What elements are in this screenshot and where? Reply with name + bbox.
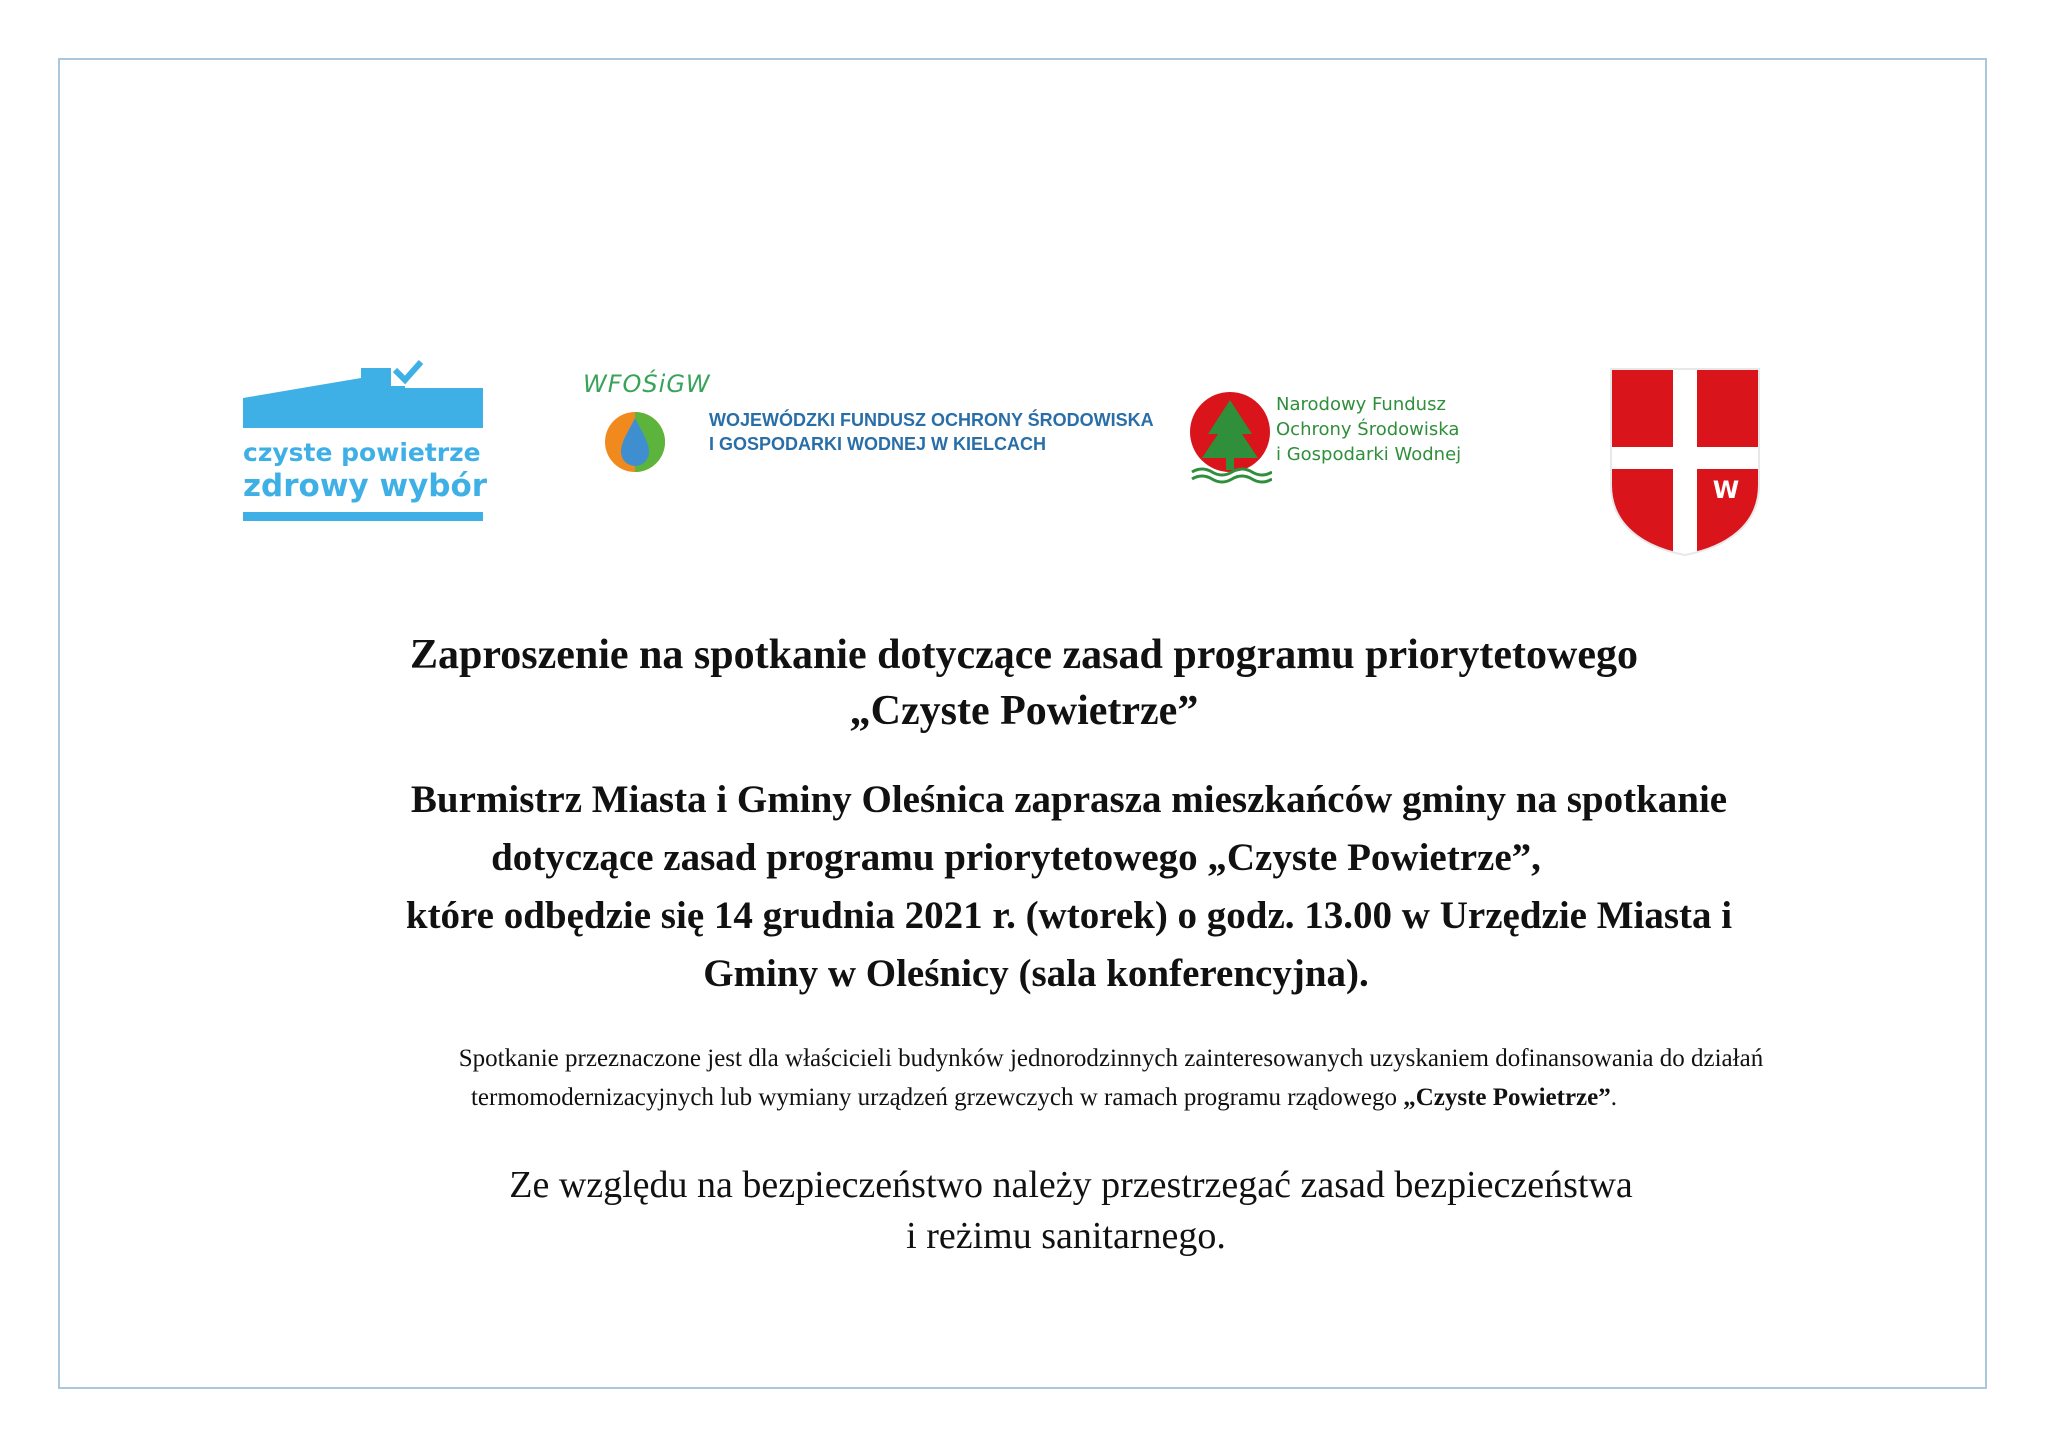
details-line2-end: . [1610, 1084, 1618, 1111]
invitation-text-line4: Gminy w Oleśnicy (sala konferencyjna). [703, 952, 1369, 995]
invitation-text-line2: dotyczące zasad programu priorytetowego „Czyste Powietrze”, [491, 836, 1541, 879]
details-program-name: „Czyste Powietrze” [1403, 1084, 1611, 1111]
shield-icon [1609, 367, 1761, 557]
olesnica-coat-of-arms [1609, 367, 1761, 557]
wfosigw-name-line1: WOJEWÓDZKI FUNDUSZ OCHRONY ŚRODOWISKA [709, 410, 1154, 430]
water-drop-icon [597, 408, 687, 478]
wfosigw-abbreviation: WFOŚiGW [583, 370, 711, 398]
nfosigw-name-line3: i Gospodarki Wodnej [1276, 444, 1462, 465]
nfosigw-name-line2: Ochrony Środowiska [1276, 419, 1460, 440]
nfosigw-logo [1188, 388, 1488, 488]
invitation-title-line1: Zaproszenie na spotkanie dotyczące zasad programu priorytetowego [409, 632, 1638, 678]
invitation-title-line2: „Czyste Powietrze” [849, 688, 1199, 734]
zdrowy-wybor-text: zdrowy wybór [243, 468, 488, 504]
invitation-text-line3: które odbędzie się 14 grudnia 2021 r. (wtorek) o godz. 13.00 w Urzędzie Miasta i [405, 894, 1733, 937]
wfosigw-logo [583, 370, 1154, 480]
details-line2-text: termomodernizacyjnych lub wymiany urządzeń grzewczych w ramach programu rządowego [470, 1084, 1404, 1111]
wfosigw-name-line2: I GOSPODARKI WODNEJ W KIELCACH [709, 434, 1047, 454]
sanitary-notice-line2: i reżimu sanitarnego. [906, 1215, 1226, 1257]
nfosigw-name-line1: Narodowy Fundusz [1276, 394, 1446, 415]
invitation-text-line1: Burmistrz Miasta i Gminy Oleśnica zaprasza mieszkańców gminy na spotkanie [410, 778, 1728, 821]
czyste-powietrze-logo [243, 360, 488, 530]
czyste-powietrze-text: czyste powietrze [243, 438, 481, 467]
sanitary-notice-line1: Ze względu na bezpieczeństwo należy przestrzegać zasad bezpieczeństwa [509, 1164, 1633, 1206]
details-line1: Spotkanie przeznaczone jest dla właścicieli budynków jednorodzinnych zainteresowanych uzyskaniem dofinansowania do działań [458, 1045, 1764, 1072]
wfosigw-name [709, 408, 1154, 456]
tree-emblem-icon [1188, 388, 1272, 484]
details-line2 [20, 1079, 2048, 1117]
nfosigw-name [1276, 392, 1461, 467]
coat-of-arms-letter: W [1712, 476, 1740, 504]
